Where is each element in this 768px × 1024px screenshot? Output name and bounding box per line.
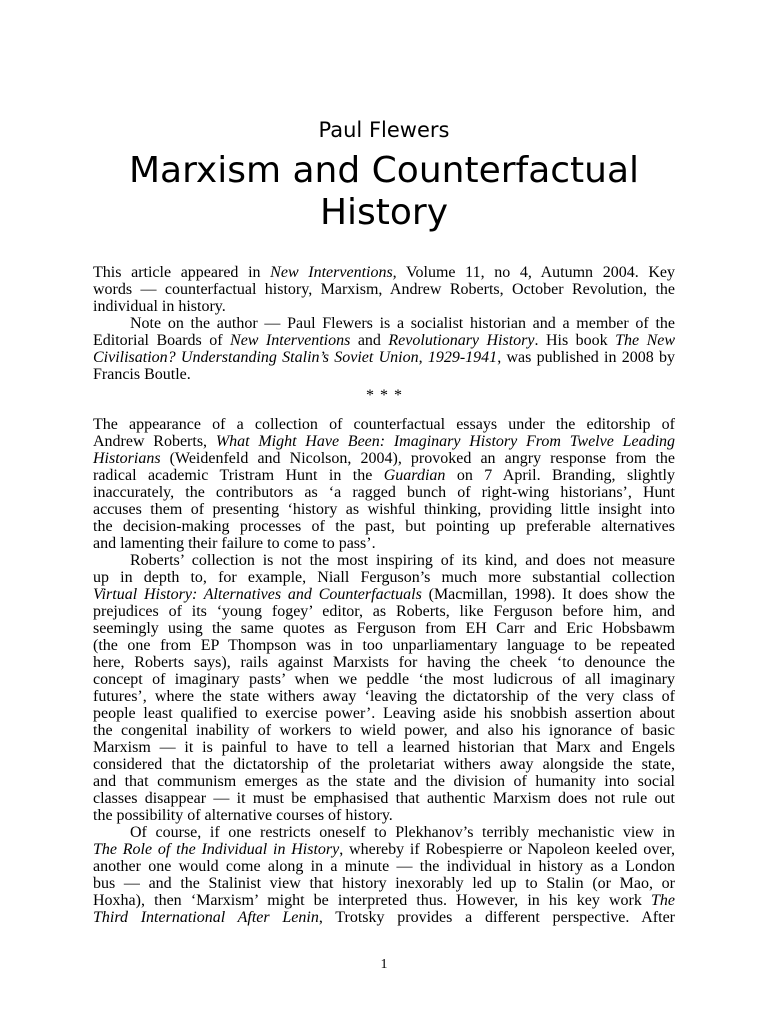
text-run: Editorial Boards of — [93, 331, 231, 349]
text-line — [93, 892, 675, 909]
italic-text-run: New Interventions, — [270, 263, 397, 281]
italic-text-run: Virtual History: Alternatives and Counterfactuals — [93, 585, 422, 603]
text-run: , whereby if Robespierre or Napoleon keeled over, — [339, 840, 675, 858]
text-line — [93, 688, 675, 705]
text-run: accuses them of presenting ‘history as wishful thinking, providing little insight into — [93, 500, 675, 518]
text-run: prejudices of its ‘young fogey’ editor, as Roberts, like Ferguson before him, and — [93, 602, 675, 620]
text-run: concept of imaginary pasts’ when we peddle ‘the most ludicrous of all imaginary — [93, 670, 675, 688]
text-run: Andrew Roberts, — [93, 432, 216, 450]
text-run: (Weidenfeld and Nicolson, 2004), provoked an angry response from the — [160, 449, 675, 467]
text-line — [93, 824, 675, 841]
text-line — [93, 416, 675, 433]
section-separator: * * * — [366, 386, 402, 404]
text-run: considered that the dictatorship of the proletariat withers away alongside the state, — [93, 755, 675, 773]
text-line — [93, 484, 675, 501]
italic-text-run: What Might Have Been: Imaginary History From Twelve Leading — [215, 432, 676, 450]
italic-text-run: New Interventions — [230, 331, 351, 349]
italic-text-run: The Role of the Individual in History — [93, 840, 340, 858]
paragraph — [93, 824, 675, 926]
text-line — [93, 552, 675, 569]
text-line — [93, 433, 675, 450]
text-run: up in depth to, for example, Niall Ferguson’s much more substantial collection — [93, 568, 675, 586]
paragraph — [93, 416, 675, 552]
text-run: the possibility of alternative courses of history. — [93, 806, 393, 824]
text-run: individual in history. — [93, 297, 226, 315]
article-title — [0, 150, 768, 234]
text-line — [93, 518, 675, 535]
text-line — [93, 909, 675, 926]
text-line — [93, 535, 675, 552]
text-run: here, Roberts says), rails against Marxists for having the cheek ‘to denounce the — [93, 653, 675, 671]
text-line — [93, 722, 675, 739]
title-line: Marxism and Counterfactual — [128, 150, 640, 191]
text-run: another one would come along in a minute — the individual in history as a London — [93, 857, 675, 875]
text-run: bus — and the Stalinist view that history inexorably led up to Stalin (or Mao, or — [93, 874, 675, 892]
text-line — [93, 298, 675, 315]
paragraph — [93, 552, 675, 824]
italic-text-run: Civilisation? Understanding Stalin’s Soviet Union, 1929-1941 — [93, 348, 498, 366]
text-run: Hoxha), then ‘Marxism’ might be interpreted thus. However, in his key work — [93, 891, 651, 909]
page-number: 1 — [380, 957, 388, 972]
text-run: and lamenting their failure to come to pass’. — [93, 534, 376, 552]
text-run: Roberts’ collection is not the most inspiring of its kind, and does not measure — [130, 551, 675, 569]
text-line — [93, 620, 675, 637]
text-run: seemingly using the same quotes as Ferguson from EH Carr and Eric Hobsbawm — [93, 619, 675, 637]
italic-text-run: Third International After Lenin — [93, 908, 319, 926]
author-name: Paul Flewers — [318, 118, 450, 142]
text-line — [93, 773, 675, 790]
text-run: radical academic Tristram Hunt in the — [93, 466, 384, 484]
text-run: and that communism emerges as the state and the division of humanity into social — [93, 772, 675, 790]
article-note-section — [93, 264, 675, 383]
text-line — [93, 705, 675, 722]
text-run: (the one from EP Thompson was in too unparliamentary language to be repeated — [93, 636, 675, 654]
text-line — [93, 654, 675, 671]
text-line — [93, 756, 675, 773]
title-line: History — [319, 192, 449, 233]
text-line — [93, 841, 675, 858]
italic-text-run: The New — [615, 331, 676, 349]
text-run: the congenital inability of workers to wield power, and also his ignorance of basic — [93, 721, 675, 739]
text-run: Francis Boutle. — [93, 365, 191, 383]
article-body — [93, 416, 675, 926]
text-line — [93, 739, 675, 756]
text-line — [93, 790, 675, 807]
text-run: Volume 11, no 4, Autumn 2004. Key — [396, 263, 676, 281]
text-line — [93, 264, 675, 281]
text-run: on 7 April. Branding, slightly — [445, 466, 675, 484]
text-line — [93, 315, 675, 332]
text-line — [93, 637, 675, 654]
paragraph — [93, 315, 675, 383]
text-run: people least qualified to exercise power’. Leaving aside his snobbish assertion about — [93, 704, 675, 722]
text-line — [93, 467, 675, 484]
italic-text-run: Revolutionary History — [388, 331, 535, 349]
text-line — [93, 807, 675, 824]
italic-text-run: The — [651, 891, 675, 909]
text-run: Marxism — it is painful to have to tell a learned historian that Marx and Engels — [93, 738, 675, 756]
text-run: The appearance of a collection of counterfactual essays under the editorship of — [93, 415, 675, 433]
italic-text-run: Historians — [93, 449, 161, 467]
text-run: , Trotsky provides a different perspective. After — [318, 908, 675, 926]
text-run: , was published in 2008 by — [497, 348, 676, 366]
text-run: the decision-making processes of the past, but pointing up preferable alternatives — [93, 517, 675, 535]
text-run: futures’, where the state withers away ‘leaving the dictatorship of the very class of — [93, 687, 675, 705]
text-run: Of course, if one restricts oneself to Plekhanov’s terribly mechanistic view in — [130, 823, 675, 841]
text-line — [93, 281, 675, 298]
text-run: Note on the author — Paul Flewers is a socialist historian and a member of the — [130, 314, 675, 332]
text-run: classes disappear — it must be emphasised that authentic Marxism does not rule out — [93, 789, 675, 807]
text-run: inaccurately, the contributors as ‘a ragged bunch of right-wing historians’, Hunt — [93, 483, 675, 501]
text-run: words — counterfactual history, Marxism, Andrew Roberts, October Revolution, the — [93, 280, 675, 298]
text-run: and — [350, 331, 389, 349]
text-line — [93, 332, 675, 349]
text-line — [93, 586, 675, 603]
text-line — [93, 569, 675, 586]
text-line — [93, 858, 675, 875]
text-line — [93, 875, 675, 892]
text-run: (Macmillan, 1998). It does show the — [421, 585, 676, 603]
text-line — [93, 349, 675, 366]
text-line — [93, 603, 675, 620]
text-run: . His book — [534, 331, 616, 349]
paragraph — [93, 264, 675, 315]
italic-text-run: Guardian — [383, 466, 446, 484]
text-line — [93, 450, 675, 467]
text-run: This article appeared in — [93, 263, 271, 281]
text-line — [93, 671, 675, 688]
text-line — [93, 501, 675, 518]
text-line — [93, 366, 675, 383]
